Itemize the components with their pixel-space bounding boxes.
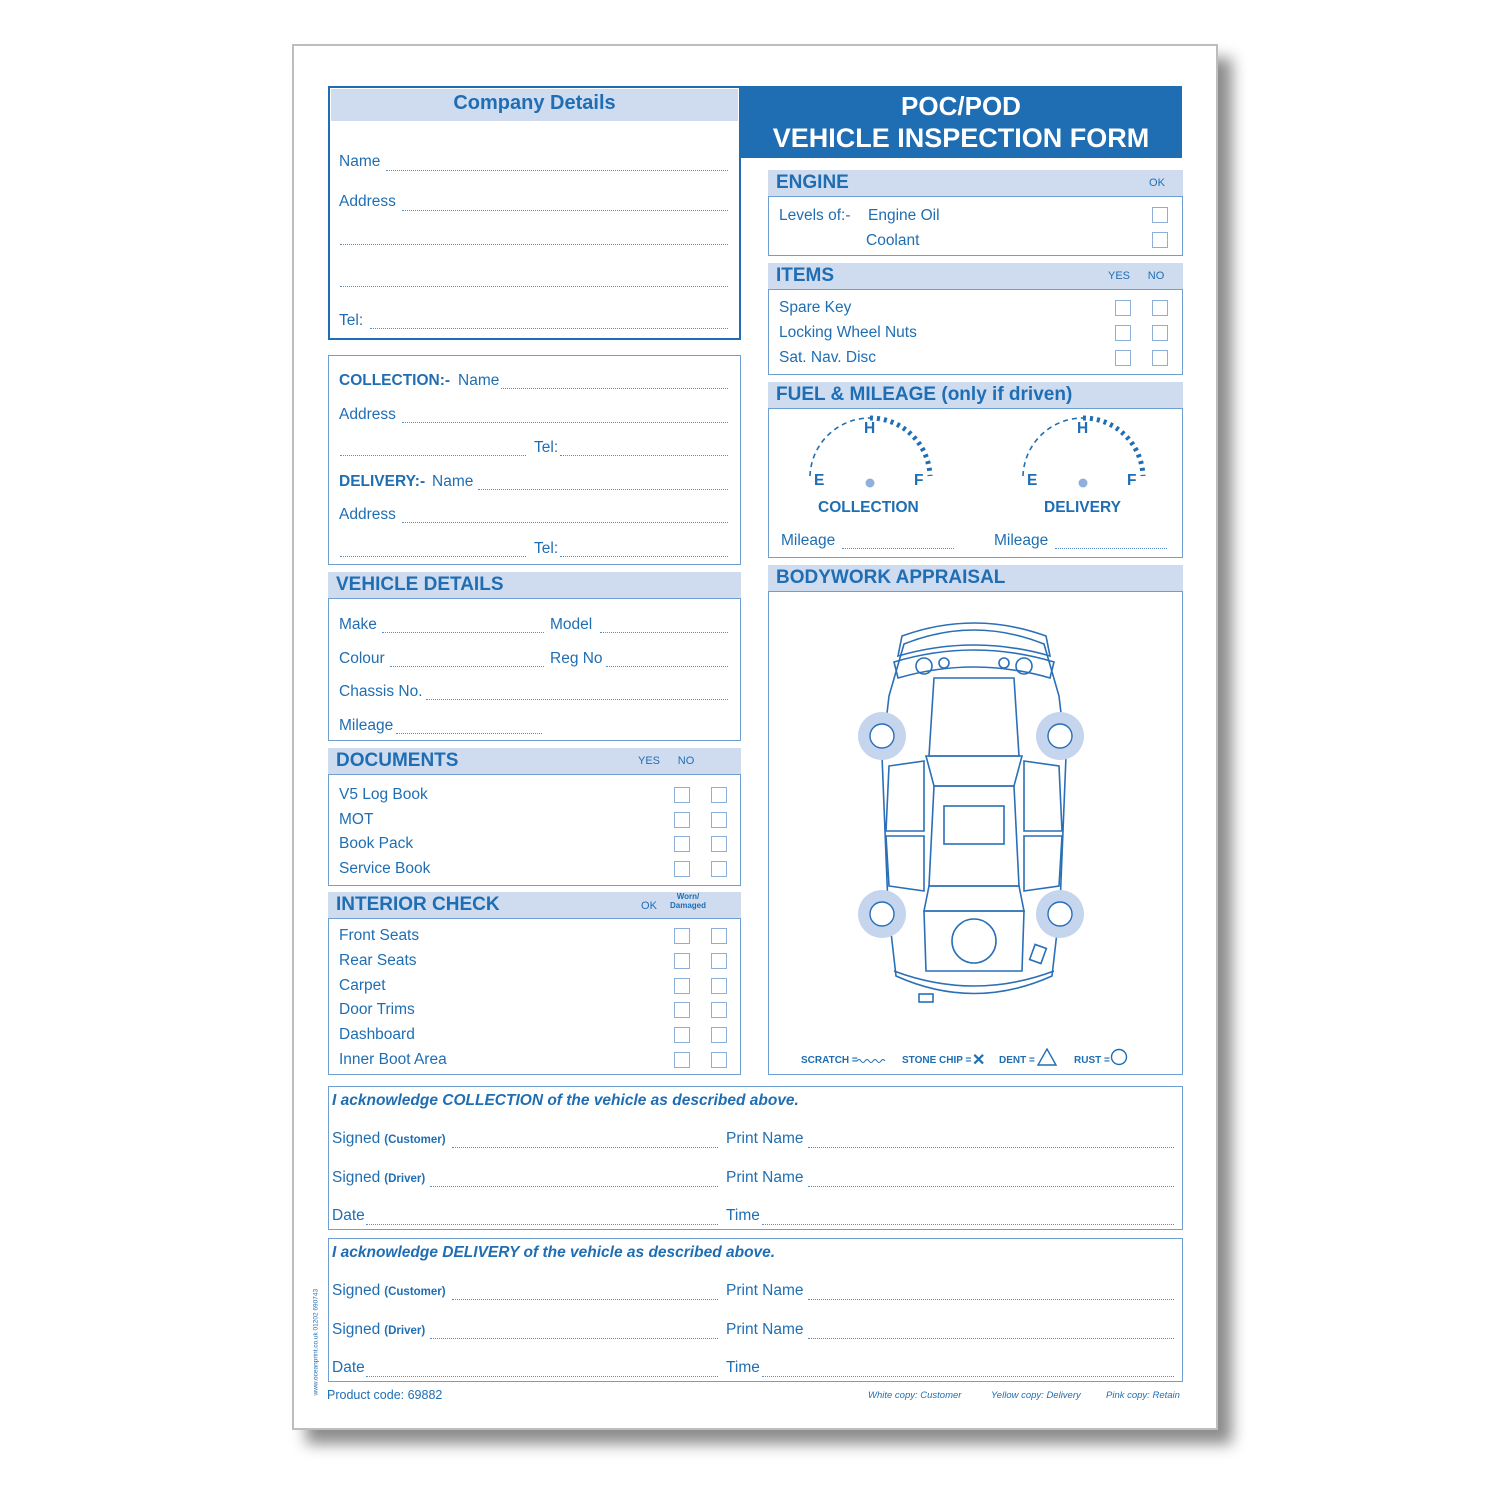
car-door-rear-right	[1024, 836, 1062, 891]
document-no-checkbox[interactable]	[711, 812, 727, 828]
items-columns	[1101, 263, 1183, 289]
collection-print-name-line[interactable]	[808, 1186, 1174, 1187]
collection-gauge-arc-empty	[810, 418, 870, 476]
form-title-line2: VEHICLE INSPECTION FORM	[772, 123, 1150, 153]
dent-icon	[1037, 1048, 1057, 1066]
vehicle-details-heading-text: VEHICLE DETAILS	[336, 574, 504, 595]
interior-ok-checkbox[interactable]	[674, 1052, 690, 1068]
car-foglight-left	[939, 658, 949, 668]
interior-item-label: Rear Seats	[339, 951, 417, 969]
interior-check-heading	[328, 892, 741, 918]
company-address-line-3[interactable]	[340, 286, 728, 287]
ack-delivery-key: DELIVERY	[442, 1244, 520, 1261]
delivery-print-name-line[interactable]	[808, 1299, 1174, 1300]
car-spare-wheel	[952, 919, 996, 963]
interior-ok-checkbox[interactable]	[674, 953, 690, 969]
side-contact-note: www.oceanprint.co.uk 01202 690743	[312, 1288, 320, 1396]
delivery-print-name-label: Print Name	[726, 1320, 804, 1338]
car-door-front-left	[886, 761, 924, 831]
interior-worn-checkbox[interactable]	[711, 928, 727, 944]
delivery-mileage-label: Mileage	[994, 532, 1049, 549]
signer-role: (Driver)	[384, 1172, 426, 1185]
collection-tel-label: Tel:	[534, 439, 559, 456]
vehicle-model-line[interactable]	[600, 632, 728, 633]
item-label: Locking Wheel Nuts	[779, 323, 917, 341]
car-exhaust	[919, 994, 933, 1002]
collection-mileage-label: Mileage	[781, 532, 836, 549]
document-yes-checkbox[interactable]	[674, 812, 690, 828]
item-yes-checkbox[interactable]	[1115, 325, 1131, 341]
delivery-print-name-line[interactable]	[808, 1338, 1174, 1339]
interior-check-heading-text: INTERIOR CHECK	[336, 894, 500, 915]
documents-columns	[621, 748, 741, 774]
engine-ok-col: OK	[1149, 177, 1165, 189]
engine-coolant-label: Coolant	[866, 232, 920, 249]
vehicle-make-label: Make	[339, 616, 377, 633]
interior-worn-col-a: Worn/	[676, 892, 700, 901]
documents-no-col: NO	[677, 755, 695, 767]
car-door-rear-left	[886, 836, 924, 891]
collection-address-label: Address	[339, 406, 396, 423]
item-no-checkbox[interactable]	[1152, 325, 1168, 341]
collection-print-name-label: Print Name	[726, 1130, 804, 1147]
delivery-gauge-f: F	[1127, 472, 1137, 489]
engine-oil-label: Engine Oil	[868, 207, 940, 224]
car-bonnet	[929, 678, 1019, 756]
delivery-signature-line[interactable]	[430, 1338, 718, 1339]
interior-ok-col: OK	[641, 900, 657, 912]
car-grille	[894, 650, 1054, 678]
document-yes-checkbox[interactable]	[674, 836, 690, 852]
collection-signature-line[interactable]	[452, 1147, 718, 1148]
vehicle-model-label: Model	[550, 616, 593, 633]
interior-ok-checkbox[interactable]	[674, 928, 690, 944]
car-sunroof	[944, 806, 1004, 844]
interior-item-label: Carpet	[339, 976, 386, 994]
collection-signed-label	[332, 1169, 425, 1187]
document-item-label: V5 Log Book	[339, 786, 428, 803]
document-yes-checkbox[interactable]	[674, 787, 690, 803]
company-address-label: Address	[339, 193, 396, 210]
documents-heading-text: DOCUMENTS	[336, 750, 459, 771]
signed-text: Signed	[332, 1282, 381, 1299]
vehicle-colour-line[interactable]	[390, 666, 544, 667]
delivery-gauge-label: DELIVERY	[1044, 499, 1121, 516]
fuel-heading	[768, 382, 1183, 408]
car-windscreen	[926, 756, 1022, 786]
legend-dent-label: DENT =	[999, 1055, 1035, 1066]
car-wheels	[858, 712, 1084, 938]
delivery-address-line[interactable]	[402, 522, 728, 523]
yellow-copy-note: Yellow copy: Delivery	[991, 1390, 1081, 1401]
delivery-date-label: Date	[332, 1359, 365, 1376]
collection-date-label: Date	[332, 1207, 365, 1224]
delivery-name-label: Name	[432, 473, 474, 490]
car-rear-window	[924, 886, 1024, 911]
legend-stone-chip-label: STONE CHIP =	[902, 1055, 972, 1066]
engine-heading-text: ENGINE	[776, 172, 849, 193]
items-heading	[768, 263, 1183, 289]
collection-address-line[interactable]	[402, 422, 728, 423]
signer-role: (Driver)	[384, 1324, 426, 1337]
company-name-line[interactable]	[386, 170, 728, 171]
interior-worn-col-b: Damaged	[670, 901, 707, 910]
interior-ok-checkbox[interactable]	[674, 1002, 690, 1018]
fuel-heading-text: FUEL & MILEAGE (only if driven)	[776, 384, 1073, 405]
vehicle-reg-line[interactable]	[606, 666, 728, 667]
delivery-address-label: Address	[339, 506, 396, 523]
collection-signed-label	[332, 1130, 446, 1148]
signed-text: Signed	[332, 1168, 381, 1186]
items-yes-col: YES	[1107, 270, 1130, 282]
company-address-line-2[interactable]	[340, 244, 728, 245]
documents-yes-col: YES	[637, 755, 660, 767]
car-fuel-cap	[1030, 944, 1047, 963]
interior-item-label: Front Seats	[339, 927, 420, 944]
wheel-front-right-hub	[1048, 724, 1072, 748]
delivery-address-line-2[interactable]	[340, 556, 526, 557]
wheel-rear-right-hub	[1048, 902, 1072, 926]
delivery-name-line[interactable]	[478, 489, 728, 490]
collection-time-line[interactable]	[762, 1224, 1174, 1225]
interior-item-label: Inner Boot Area	[339, 1051, 447, 1068]
product-code: Product code: 69882	[327, 1388, 443, 1402]
collection-gauge-arc-full	[870, 418, 930, 476]
delivery-gauge-e: E	[1027, 472, 1038, 489]
interior-worn-checkbox[interactable]	[711, 978, 727, 994]
engine-heading	[768, 170, 1183, 196]
interior-worn-checkbox[interactable]	[711, 1027, 727, 1043]
ack-collection-key: COLLECTION	[442, 1092, 544, 1109]
collection-address-line-2[interactable]	[340, 455, 526, 456]
vehicle-colour-label: Colour	[339, 650, 385, 667]
interior-worn-checkbox[interactable]	[711, 953, 727, 969]
document-no-checkbox[interactable]	[711, 861, 727, 877]
signer-role: (Customer)	[384, 1286, 446, 1298]
rust-icon	[1110, 1048, 1128, 1066]
legend-rust-label: RUST =	[1074, 1055, 1110, 1066]
documents-heading	[328, 748, 741, 774]
item-no-checkbox[interactable]	[1152, 300, 1168, 316]
engine-columns	[1139, 170, 1183, 196]
document-item-label: Book Pack	[339, 835, 414, 853]
car-diagram[interactable]	[854, 616, 1094, 1016]
collection-time-label: Time	[726, 1207, 760, 1224]
delivery-tel-label: Tel:	[534, 540, 559, 557]
vehicle-details-heading	[328, 572, 741, 598]
collection-gauge-label: COLLECTION	[818, 499, 919, 516]
legend-scratch-label: SCRATCH =	[801, 1055, 858, 1066]
signed-text: Signed	[332, 1130, 381, 1147]
interior-item-label: Dashboard	[339, 1026, 415, 1044]
engine-coolant-ok-checkbox[interactable]	[1152, 232, 1168, 248]
collection-gauge-e: E	[814, 472, 825, 489]
collection-signature-line[interactable]	[430, 1186, 718, 1187]
engine-box	[768, 196, 1183, 256]
item-label: Sat. Nav. Disc	[779, 348, 877, 366]
delivery-gauge-h: H	[1077, 420, 1089, 437]
delivery-mileage-line[interactable]	[1055, 548, 1167, 549]
delivery-gauge-arc-empty	[1023, 418, 1083, 476]
ack-collection-post: of the vehicle as described above.	[543, 1092, 799, 1109]
company-name-label: Name	[339, 153, 381, 170]
collection-name-line[interactable]	[501, 388, 728, 389]
wheel-rear-left-hub	[870, 902, 894, 926]
ack-collection-text	[332, 1092, 799, 1110]
ack-delivery-pre: I acknowledge	[332, 1244, 443, 1261]
collection-name-label: Name	[458, 372, 500, 389]
vehicle-chassis-label: Chassis No.	[339, 683, 423, 700]
document-no-checkbox[interactable]	[711, 836, 727, 852]
collection-date-line[interactable]	[366, 1224, 718, 1225]
company-details-box	[328, 86, 741, 340]
vehicle-reg-label: Reg No	[550, 650, 603, 667]
vehicle-make-line[interactable]	[382, 632, 544, 633]
white-copy-note: White copy: Customer	[868, 1390, 962, 1401]
delivery-gauge-arc-full	[1083, 418, 1143, 476]
item-label: Spare Key	[779, 299, 852, 316]
bodywork-heading-text: BODYWORK APPRAISAL	[776, 567, 1006, 588]
collection-print-name-label: Print Name	[726, 1168, 804, 1186]
car-foglight-right	[999, 658, 1009, 668]
collection-label: COLLECTION:-	[339, 372, 451, 389]
scratch-icon	[856, 1056, 888, 1066]
collection-mileage-line[interactable]	[842, 548, 954, 549]
inspection-form-sheet	[292, 44, 1218, 1430]
ack-delivery-text	[332, 1244, 775, 1262]
delivery-time-line[interactable]	[762, 1376, 1174, 1377]
delivery-gauge-needle-pivot	[1079, 479, 1088, 488]
collection-tel-line[interactable]	[560, 455, 728, 456]
delivery-signed-label	[332, 1282, 446, 1300]
ack-collection-pre: I acknowledge	[332, 1092, 443, 1109]
delivery-tel-line[interactable]	[560, 556, 728, 557]
vehicle-mileage-label: Mileage	[339, 717, 394, 734]
items-no-col: NO	[1147, 270, 1165, 282]
engine-levels-label: Levels of:-	[779, 207, 851, 224]
delivery-print-name-label: Print Name	[726, 1282, 804, 1299]
item-yes-checkbox[interactable]	[1115, 300, 1131, 316]
company-address-line-1[interactable]	[402, 210, 728, 211]
car-front-bumper	[898, 623, 1050, 656]
delivery-date-line[interactable]	[366, 1376, 718, 1377]
stone-chip-icon: ✕	[972, 1052, 986, 1069]
form-title-line1: POC/POD	[901, 91, 1021, 121]
vehicle-chassis-line[interactable]	[426, 699, 728, 700]
interior-worn-checkbox[interactable]	[711, 1002, 727, 1018]
collection-gauge-needle-pivot	[866, 479, 875, 488]
document-yes-checkbox[interactable]	[674, 861, 690, 877]
car-roof	[929, 786, 1019, 886]
delivery-time-label: Time	[726, 1359, 760, 1376]
company-tel-line[interactable]	[370, 328, 728, 329]
car-door-front-right	[1024, 761, 1062, 831]
bodywork-heading	[768, 565, 1183, 591]
car-boot	[924, 911, 1024, 971]
wheel-front-left-hub	[870, 724, 894, 748]
delivery-signed-label	[332, 1321, 425, 1339]
item-no-checkbox[interactable]	[1152, 350, 1168, 366]
collection-gauge-f: F	[914, 472, 924, 489]
interior-item-label: Door Trims	[339, 1001, 415, 1019]
document-item-label: Service Book	[339, 860, 431, 878]
collection-gauge-h: H	[864, 420, 876, 437]
interior-ok-checkbox[interactable]	[674, 978, 690, 994]
delivery-label: DELIVERY:-	[339, 473, 426, 490]
interior-ok-checkbox[interactable]	[674, 1027, 690, 1043]
signed-text: Signed	[332, 1320, 381, 1338]
document-no-checkbox[interactable]	[711, 787, 727, 803]
interior-worn-checkbox[interactable]	[711, 1052, 727, 1068]
vehicle-mileage-line[interactable]	[396, 733, 542, 734]
items-heading-text: ITEMS	[776, 265, 835, 286]
company-details-heading: Company Details	[453, 92, 616, 114]
engine-oil-ok-checkbox[interactable]	[1152, 207, 1168, 223]
ack-delivery-post: of the vehicle as described above.	[519, 1244, 776, 1261]
company-tel-label: Tel:	[339, 312, 364, 329]
document-item-label: MOT	[339, 810, 374, 828]
pink-copy-note: Pink copy: Retain	[1106, 1390, 1180, 1401]
item-yes-checkbox[interactable]	[1115, 350, 1131, 366]
delivery-signature-line[interactable]	[452, 1299, 718, 1300]
interior-columns	[621, 892, 741, 918]
collection-print-name-line[interactable]	[808, 1147, 1174, 1148]
car-body-outline	[882, 630, 1066, 994]
signer-role: (Customer)	[384, 1134, 446, 1146]
